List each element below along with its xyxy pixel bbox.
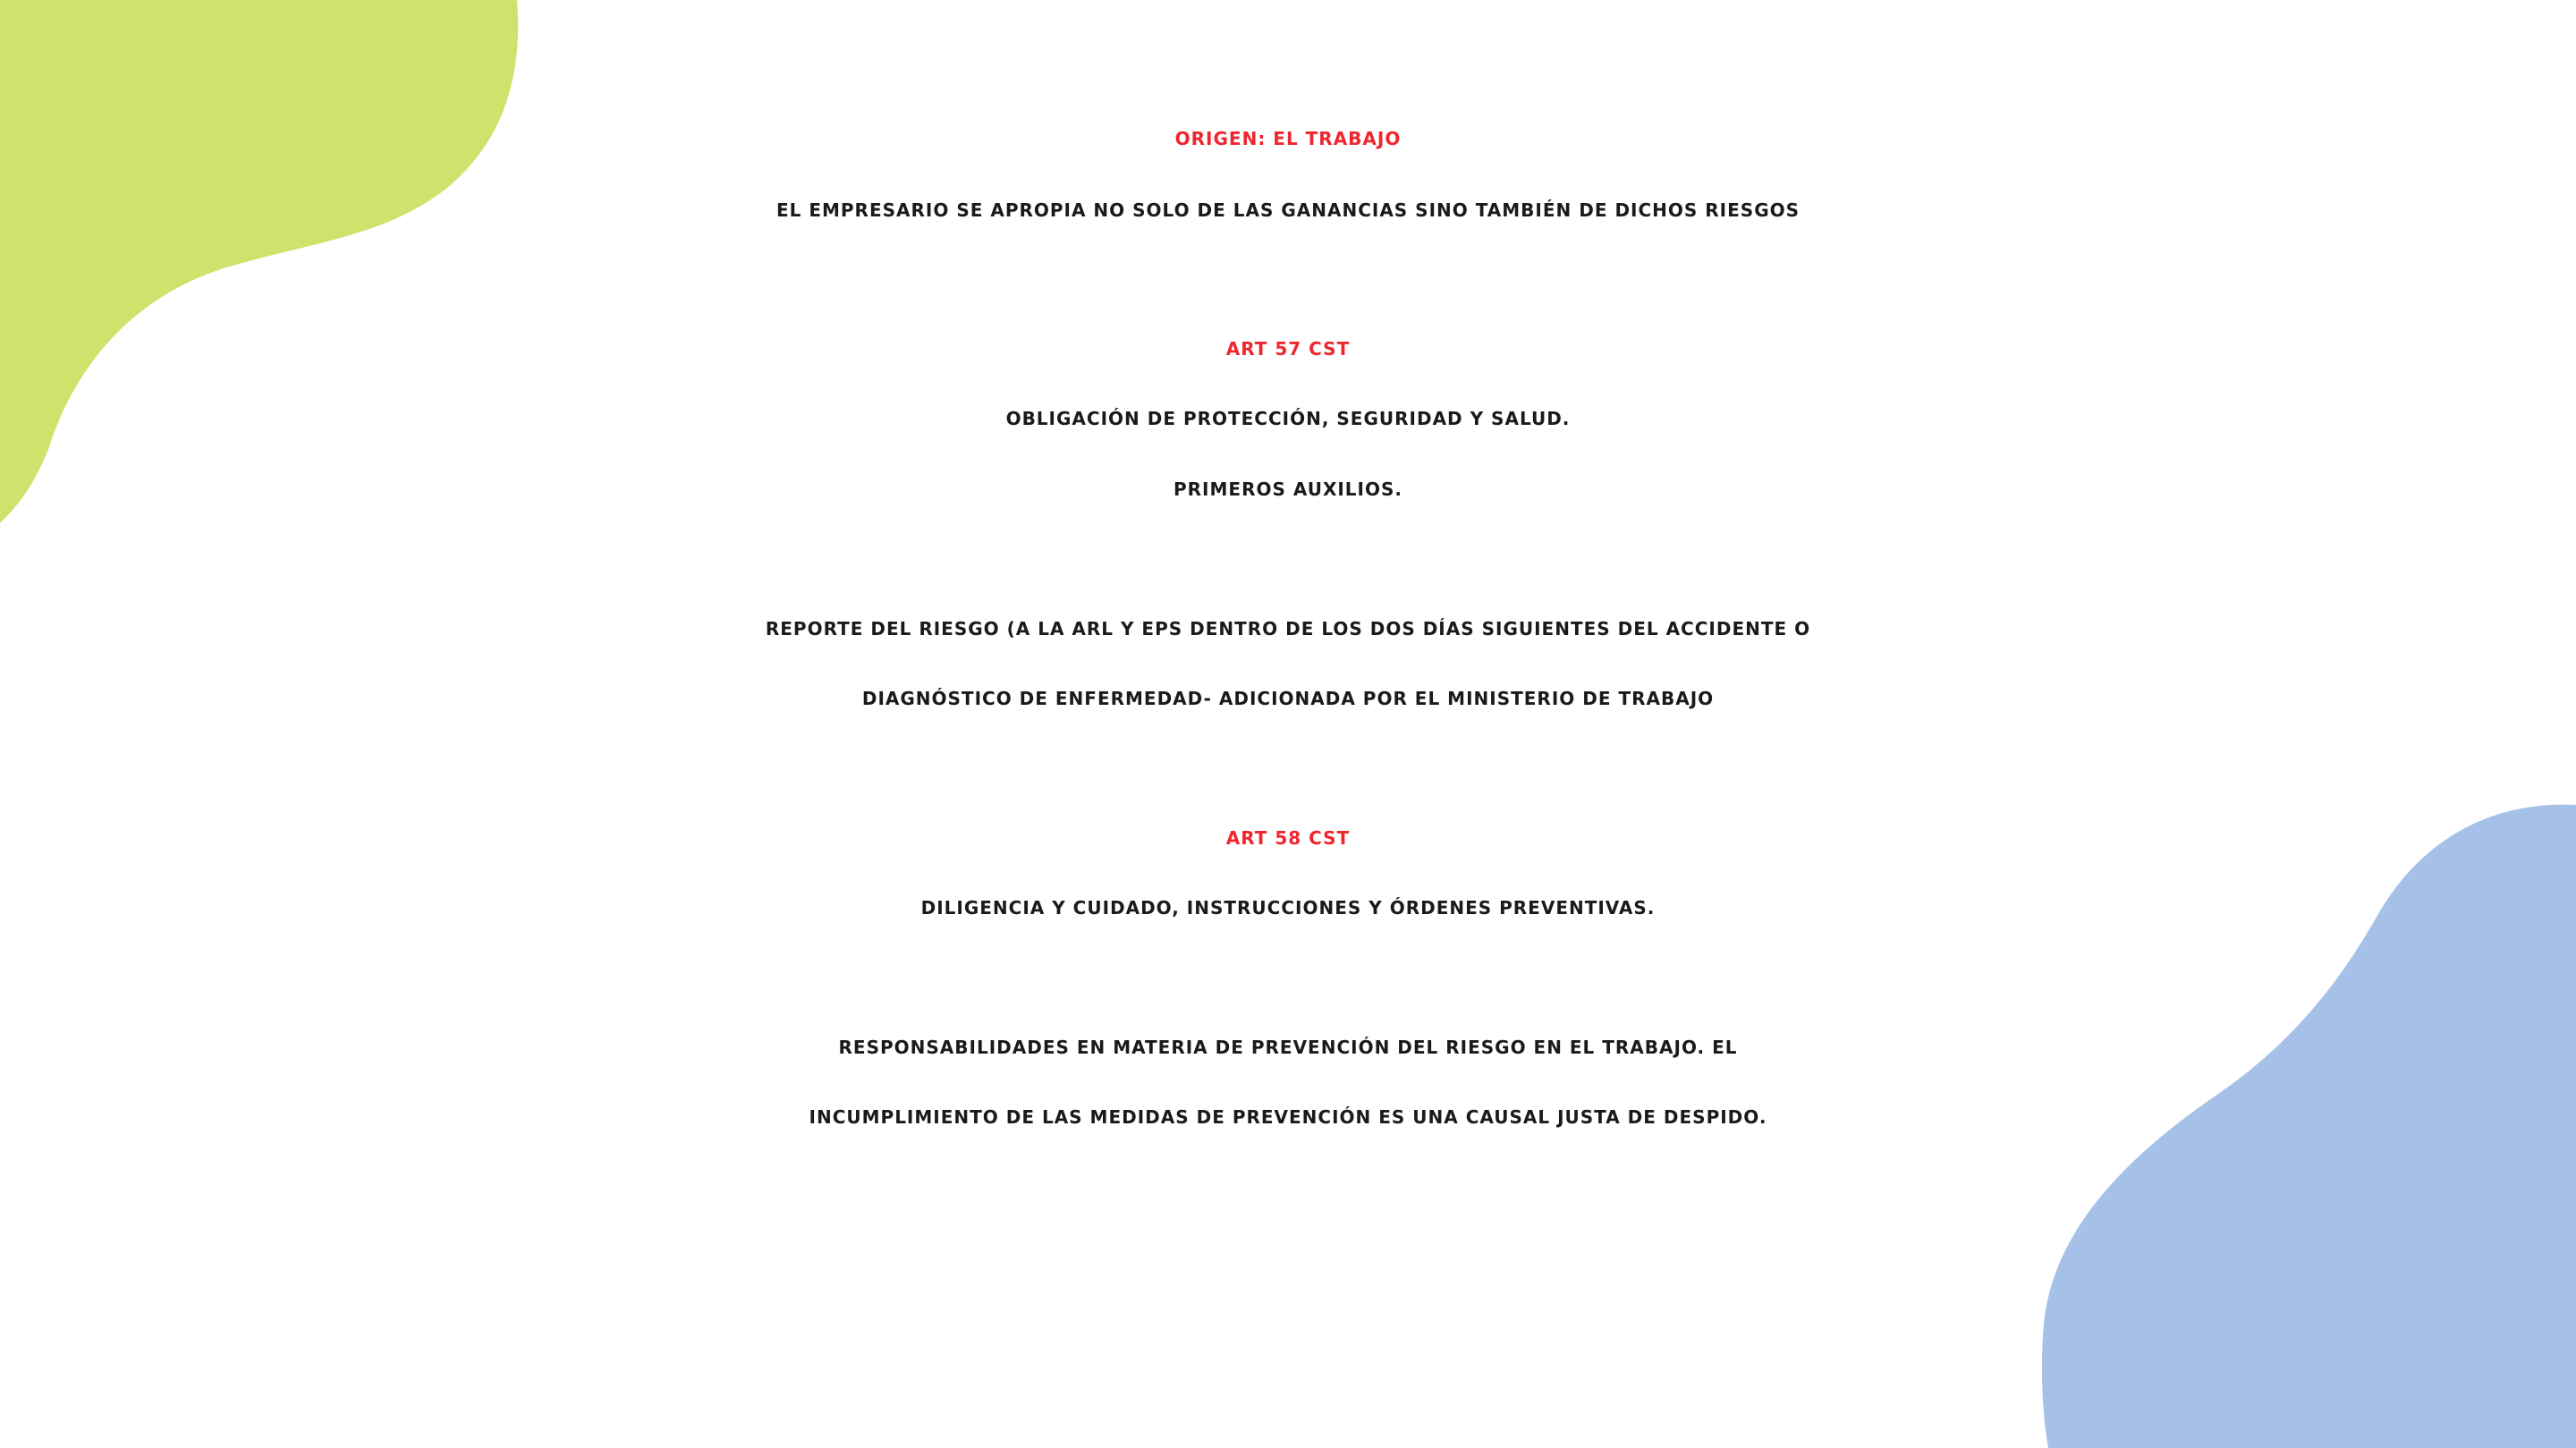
origen-heading: ORIGEN: EL TRABAJO: [1174, 128, 1402, 149]
origen-text: EL EMPRESARIO SE APROPIA NO SOLO DE LAS GANANCIAS SINO TAMBIÉN DE DICHOS RIESGOS: [775, 199, 1801, 221]
art58-responsibility-line-1: RESPONSABILIDADES EN MATERIA DE PREVENCIÓN DEL RIESGO EN EL TRABAJO. EL: [838, 1037, 1738, 1058]
art57-obligation-text: OBLIGACIÓN DE PROTECCIÓN, SEGURIDAD Y SALUD.: [1005, 408, 1571, 429]
art57-heading: ART 57 CST: [1225, 338, 1351, 360]
art57-report-line-2: DIAGNÓSTICO DE ENFERMEDAD- ADICIONADA POR EL MINISTERIO DE TRABAJO: [861, 688, 1715, 709]
art58-responsibility-line-2: INCUMPLIMIENTO DE LAS MEDIDAS DE PREVENCIÓN ES UNA CAUSAL JUSTA DE DESPIDO.: [809, 1106, 1767, 1128]
art58-diligence-text: DILIGENCIA Y CUIDADO, INSTRUCCIONES Y ÓRDENES PREVENTIVAS.: [920, 897, 1656, 919]
art58-heading: ART 58 CST: [1225, 827, 1351, 849]
art57-report-line-1: REPORTE DEL RIESGO (A LA ARL Y EPS DENTRO DE LOS DOS DÍAS SIGUIENTES DEL ACCIDENTE O: [765, 618, 1811, 639]
art57-first-aid-text: PRIMEROS AUXILIOS.: [1174, 478, 1402, 500]
